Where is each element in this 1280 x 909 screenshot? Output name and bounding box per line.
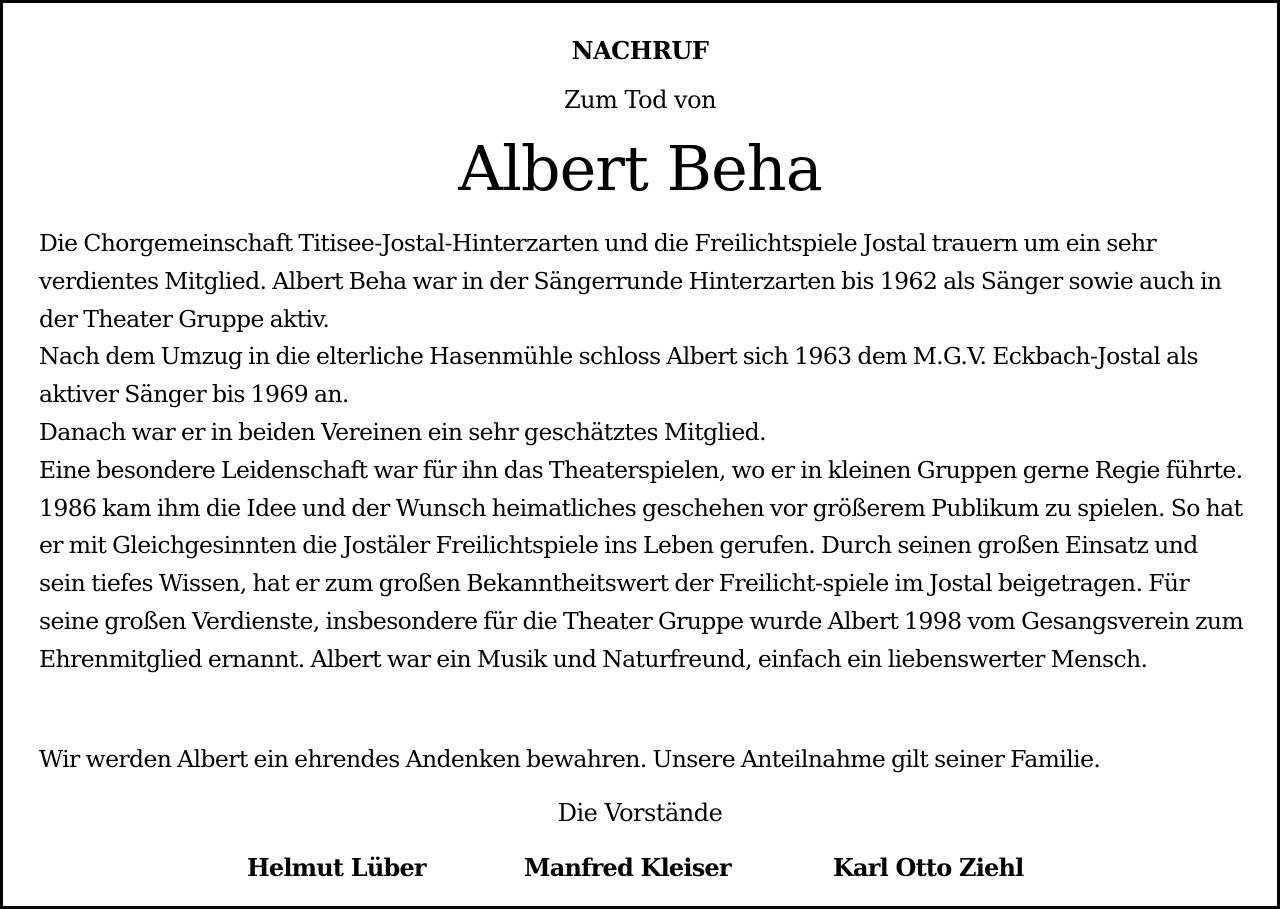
closing-sentence: Wir werden Albert ein ehrendes Andenken bewahren. Unsere Anteilnahme gilt seiner Familie. [39, 745, 1101, 773]
deceased-name: Albert Beha [458, 132, 822, 205]
signatory-name: Helmut Lüber [247, 853, 426, 882]
notice-label: NACHRUF [571, 36, 709, 65]
paragraph-relocation: Nach dem Umzug in die elterliche Hasenmühle schloss Albert sich 1963 dem M.G.V. Eckbach-Jostal als aktiver Sänger bis 1969 an. [39, 342, 1198, 409]
paragraph-membership: Die Chorgemeinschaft Titisee-Jostal-Hinterzarten und die Freilichtspiele Jostal trauern um ein sehr verdientes Mitglied. Albert Beha war in der Sängerrunde Hinterzarten bis 1962 als Sänger sowie auch in der Theater Gruppe aktiv. [39, 229, 1222, 333]
notice-intro: Zum Tod von [563, 86, 717, 114]
signatory-name: Karl Otto Ziehl [833, 853, 1024, 882]
signoff-label: Die Vorstände [557, 799, 723, 827]
obituary-body [39, 225, 1246, 679]
signatory-name: Manfred Kleiser [524, 853, 731, 882]
paragraph-theater: Eine besondere Leidenschaft war für ihn das Theaterspielen, wo er in kleinen Gruppen gerne Regie führte. 1986 kam ihm die Idee und der Wunsch heimatliches geschehen vor größerem Publikum zu spielen. So hat er mit Gleichgesinnten die Jostäler Freilichtspiele ins Leben gerufen. Durch seinen großen Einsatz und sein tiefes Wissen, hat er zum großen Bekanntheitswert der Freilicht-spiele im Jostal beigetragen. Für seine großen Verdienste, insbesondere für die Theater Gruppe wurde Albert 1998 vom Gesangsverein zum Ehrenmitglied ernannt. Albert war ein Musik und Naturfreund, einfach ein liebenswerter Mensch. [39, 455, 1244, 673]
paragraph-esteem: Danach war er in beiden Vereinen ein sehr geschätztes Mitglied. [39, 417, 766, 446]
